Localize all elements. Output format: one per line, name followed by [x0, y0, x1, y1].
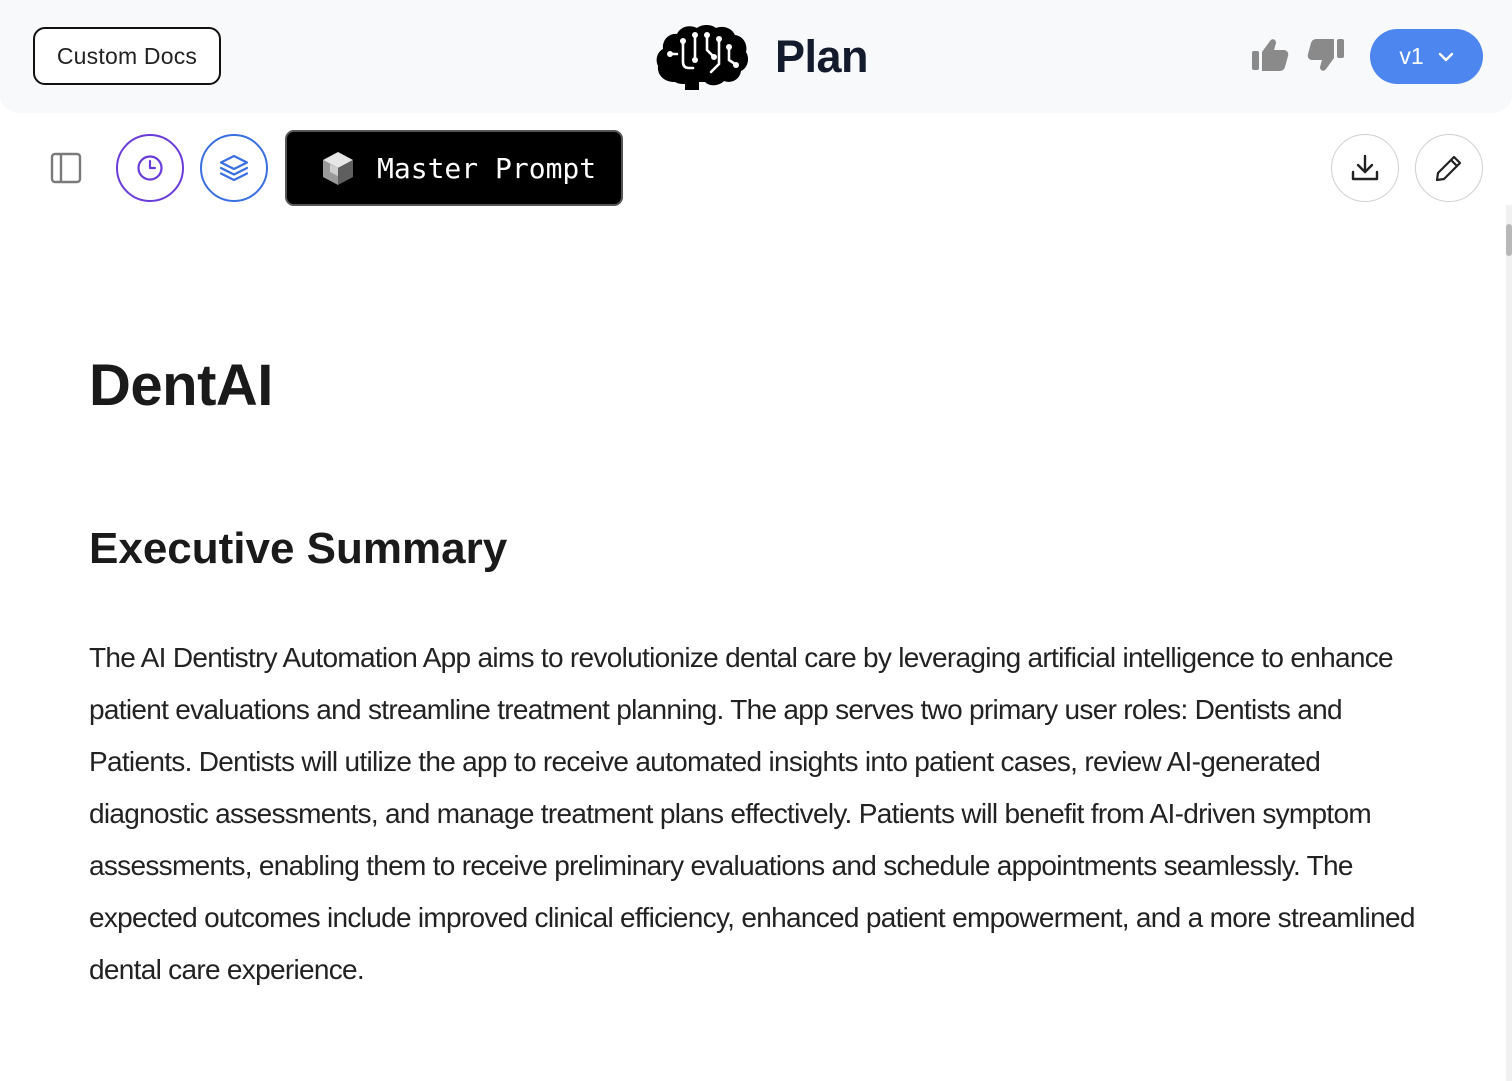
- history-button[interactable]: [116, 134, 184, 202]
- version-label: v1: [1399, 43, 1424, 69]
- layers-button[interactable]: [200, 134, 268, 202]
- dislike-button[interactable]: [1305, 34, 1347, 76]
- section-heading: Executive Summary: [89, 524, 508, 573]
- brand: [655, 22, 868, 92]
- chevron-down-icon: [1438, 52, 1454, 62]
- layers-icon: [218, 152, 250, 184]
- thumbs-up-icon: [1251, 37, 1289, 73]
- like-button[interactable]: [1249, 34, 1291, 76]
- clock-icon: [136, 154, 164, 182]
- cube-icon: [321, 150, 355, 186]
- master-prompt-button[interactable]: [285, 130, 623, 206]
- executive-summary-paragraph: The AI Dentistry Automation App aims to revolutionize dental care by leveraging artificial intelligence to enhance patient evaluations and streamline treatment planning. The app serves two primary user roles: Dentists and Patients. Dentists will utilize the app to receive automated insights into patient cases, review AI-generated diagnostic assessments, and manage treatment plans effectively. Patients will benefit from AI-driven symptom assessments, enabling them to receive preliminary evaluations and schedule appointments seamlessly. The expected outcomes include improved clinical efficiency, enhanced patient empowerment, and a more streamlined dental care experience.: [89, 642, 1415, 985]
- scrollbar-track[interactable]: [1506, 205, 1512, 1081]
- thumbs-down-icon: [1307, 37, 1345, 73]
- brain-circuit-icon: [655, 24, 749, 90]
- scrollbar-thumb[interactable]: [1506, 224, 1512, 256]
- custom-docs-button[interactable]: Custom Docs: [33, 27, 221, 85]
- version-dropdown[interactable]: [1370, 29, 1483, 84]
- master-prompt-label: Master Prompt: [377, 151, 597, 185]
- pencil-icon: [1434, 153, 1464, 183]
- top-header: [0, 0, 1512, 113]
- document-title: DentAI: [89, 353, 273, 418]
- page-title: Plan: [775, 31, 869, 82]
- download-button[interactable]: [1331, 134, 1399, 202]
- download-icon: [1350, 153, 1380, 183]
- edit-button[interactable]: [1415, 134, 1483, 202]
- sidebar-toggle-icon[interactable]: [50, 152, 82, 184]
